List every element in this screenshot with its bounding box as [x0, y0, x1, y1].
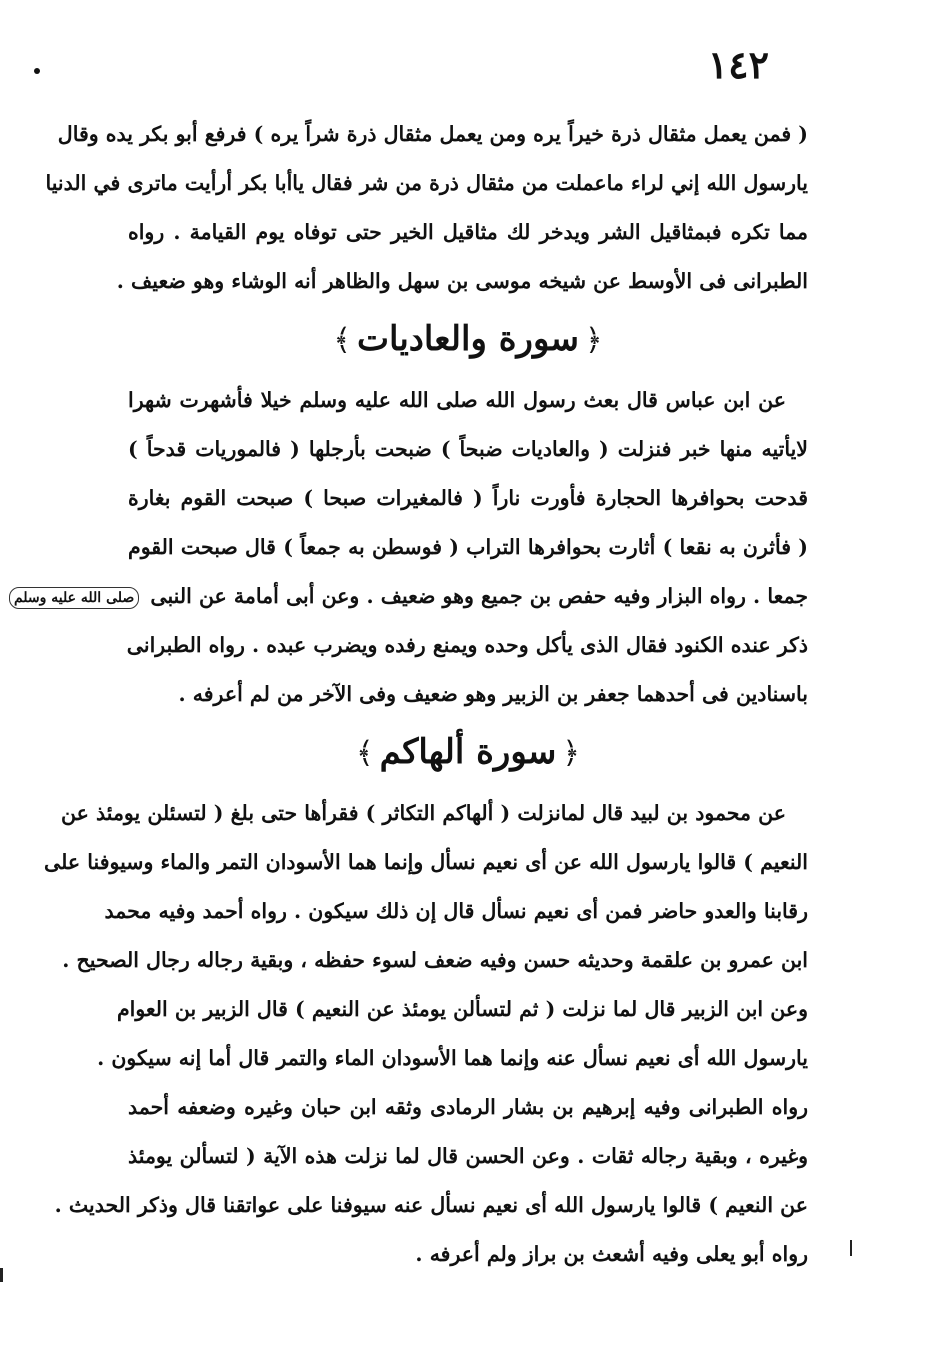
honorific-glyph: صلى الله عليه وسلم [9, 587, 139, 609]
text-segment: جمعا . رواه البزار وفيه حفص بن جميع وهو ضعيف . وعن أبى أمامة عن النبى [150, 584, 808, 608]
section-adiyat [13, 376, 808, 719]
text-line: الطبرانى فى الأوسط عن شيخه موسى بن سهل والظاهر أنه الوشاء وهو ضعيف . [116, 269, 808, 293]
text-line: وغيره ، وبقية رجاله ثقات . وعن الحسن قال لما نزلت هذه الآية ( لتسألن يومئذ [128, 1144, 808, 1168]
page-body [13, 110, 808, 1279]
text-line: ذكر عنده الكنود فقال الذى يأكل وحده ويمنع رفده ويضرب عبده . رواه الطبرانى [126, 633, 808, 657]
edge-mark [0, 1268, 3, 1282]
surah-heading-text: سورة ألهاكم [379, 732, 557, 772]
text-line: يارسول الله إني لراء ماعملت من مثقال ذرة من شر فقال ياأبا بكر أرأيت ماترى في الدنيا [45, 171, 808, 195]
margin-dot [34, 68, 40, 74]
ornament-bracket-close: ﴾ [356, 736, 374, 771]
surah-heading-text: سورة والعاديات [356, 319, 580, 359]
text-line: وعن ابن الزبير قال لما نزلت ( ثم لتسألن يومئذ عن النعيم ) قال الزبير بن العوام [116, 997, 808, 1021]
section-alhakum [44, 789, 808, 1279]
surah-heading-alhakum [128, 721, 808, 783]
text-line: رواه الطبرانى وفيه إبرهيم بن بشار الرمادى وثقه ابن حبان وغيره وضعفه أحمد [128, 1095, 808, 1119]
text-line: يارسول الله أى نعيم نسأل عنه وإنما هما الأسودان الماء والتمر قال أما إنه سيكون . [97, 1046, 808, 1070]
text-line-with-honorific [13, 572, 808, 621]
text-line: عن النعيم ) قالوا يارسول الله أى نعيم نسأل عنه سيوفنا على عواتقنا قال وذكر الحديث . [54, 1193, 808, 1217]
text-line: قدحت بحوافرها الحجارة فأورت ناراً ( فالمغيرات صبحا ) صبحت القوم بغارة [128, 486, 808, 510]
text-line: عن محمود بن لبيد قال لمانزلت ( ألهاكم التكاثر ) فقرأها حتى بلغ ( لتسئلن يومئذ عن [61, 801, 786, 825]
section-continuation [45, 110, 808, 306]
text-line: ابن عمرو بن علقمة وحديثه حسن وفيه ضعف لسوء حفظه ، وبقية رجاله رجال الصحيح . [62, 948, 808, 972]
text-line: ( فمن يعمل مثقال ذرة خيراً يره ومن يعمل مثقال ذرة شراً يره ) فرفع أبو بكر يده وقال [57, 122, 808, 146]
ornament-bracket-open: ﴿ [585, 323, 603, 358]
surah-heading-adiyat [128, 308, 808, 370]
text-line: مما تكره فبمثاقيل الشر ويدخر لك مثاقيل الخير حتى توفاه يوم القيامة . رواه [128, 220, 808, 244]
text-line: باسنادين فى أحدهما جعفر بن الزبير وهو ضعيف وفى الآخر من لم أعرفه . [178, 682, 808, 706]
text-line: رواه أبو يعلى وفيه أشعث بن براز ولم أعرفه . [415, 1242, 808, 1266]
text-line: لايأتيه منها خبر فنزلت ( والعاديات ضبحاً ) ضبحت بأرجلها ( فالموريات قدحاً ) [128, 437, 808, 461]
margin-tick [850, 1240, 852, 1256]
ornament-bracket-close: ﴾ [333, 323, 351, 358]
text-line: ( فأثرن به نقعا ) أثارت بحوافرها التراب ( فوسطن به جمعاً ) قال صبحت القوم [128, 535, 808, 559]
text-line: رقابنا والعدو حاضر فمن أى نعيم نسأل قال إن ذلك سيكون . رواه أحمد وفيه محمد [104, 899, 808, 923]
text-line: النعيم ) قالوا يارسول الله عن أى نعيم نسأل وإنما هما الأسودان التمر والماء وسيوفنا على [44, 850, 808, 874]
page-number: ١٤٢ [707, 42, 769, 87]
text-line: عن ابن عباس قال بعث رسول الله صلى الله عليه وسلم خيلا فأشهرت شهرا [128, 388, 786, 412]
ornament-bracket-open: ﴿ [562, 736, 580, 771]
